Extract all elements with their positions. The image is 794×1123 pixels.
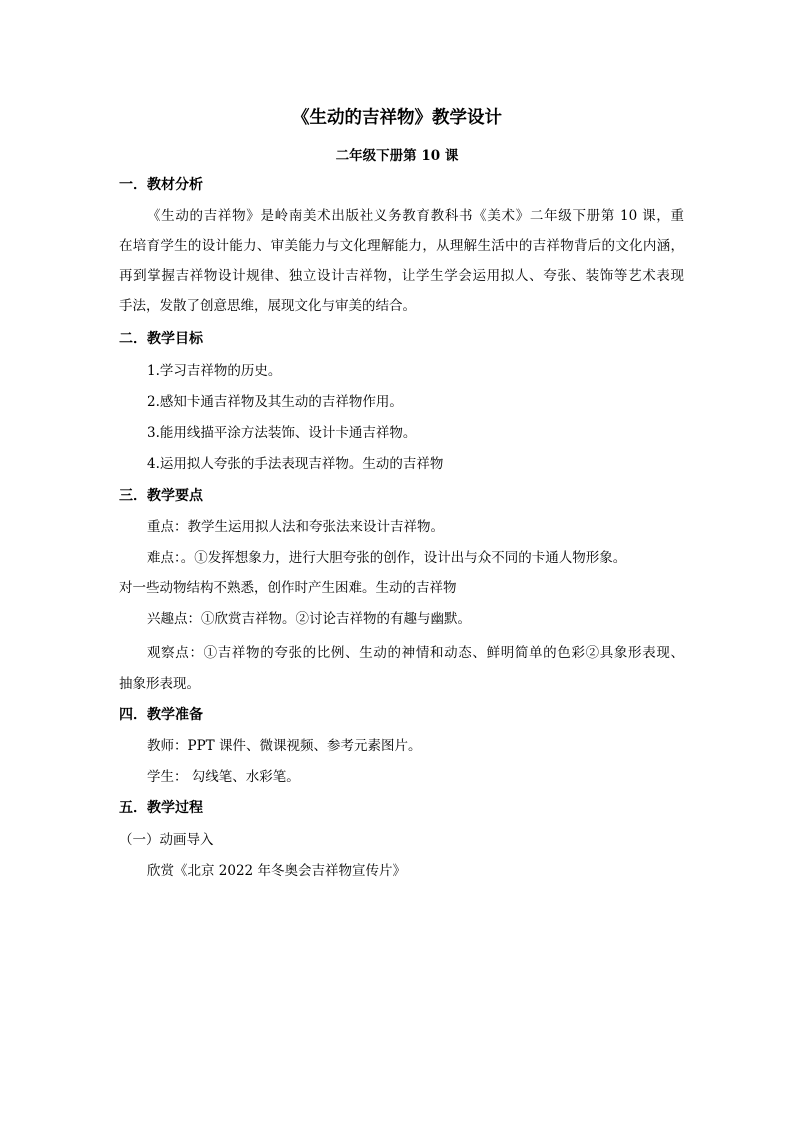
analysis-paragraph-line: 《生动的吉祥物》是岭南美术出版社义务教育教科书《美术》二年级下册第 10 课，重	[147, 208, 684, 224]
difficulty-text-continued: 对一些动物结构不熟悉，创作时产生困难。生动的吉祥物	[119, 580, 457, 596]
section-heading-key-points: 三．教学要点	[119, 488, 203, 504]
section-heading-teaching-process: 五．教学过程	[119, 800, 203, 816]
process-subheading: （一）动画导入	[119, 832, 214, 848]
section-heading-preparation: 四．教学准备	[119, 707, 203, 723]
goal-item: 2.感知卡通吉祥物及其生动的吉祥物作用。	[147, 394, 403, 410]
document-title: 《生动的吉祥物》教学设计	[292, 108, 502, 128]
interest-point-text: 兴趣点：①欣赏吉祥物。②讨论吉祥物的有趣与幽默。	[147, 611, 471, 627]
document-subtitle: 二年级下册第 10 课	[335, 148, 459, 164]
analysis-paragraph-line: 再到掌握吉祥物设计规律、独立设计吉祥物，让学生学会运用拟人、夸张、装饰等艺术表现	[119, 268, 684, 284]
goal-item: 3.能用线描平涂方法装饰、设计卡通吉祥物。	[147, 425, 417, 441]
observation-point-text: 观察点：①吉祥物的夸张的比例、生动的神情和动态、鲜明简单的色彩②具象形表现、	[147, 645, 684, 661]
analysis-paragraph-line: 在培育学生的设计能力、审美能力与文化理解能力，从理解生活中的吉祥物背后的文化内涵，	[119, 238, 684, 254]
process-text: 欣赏《北京 2022 年冬奥会吉祥物宣传片》	[147, 863, 406, 879]
goal-item: 4.运用拟人夸张的手法表现吉祥物。生动的吉祥物	[147, 456, 444, 472]
teacher-preparation-text: 教师：PPT 课件、微课视频、参考元素图片。	[147, 738, 422, 754]
student-preparation-text: 学生： 勾线笔、水彩笔。	[147, 769, 300, 785]
section-heading-textbook-analysis: 一．教材分析	[119, 177, 203, 193]
difficulty-text: 难点：。①发挥想象力，进行大胆夸张的创作，设计出与众不同的卡通人物形象。	[147, 550, 627, 566]
goal-item: 1.学习吉祥物的历史。	[147, 363, 282, 379]
section-heading-teaching-goals: 二．教学目标	[119, 331, 203, 347]
analysis-paragraph-line: 手法，发散了创意思维，展现文化与审美的结合。	[119, 298, 416, 314]
key-point-text: 重点：教学生运用拟人法和夸张法来设计吉祥物。	[147, 519, 444, 535]
observation-point-text-continued: 抽象形表现。	[119, 676, 200, 692]
